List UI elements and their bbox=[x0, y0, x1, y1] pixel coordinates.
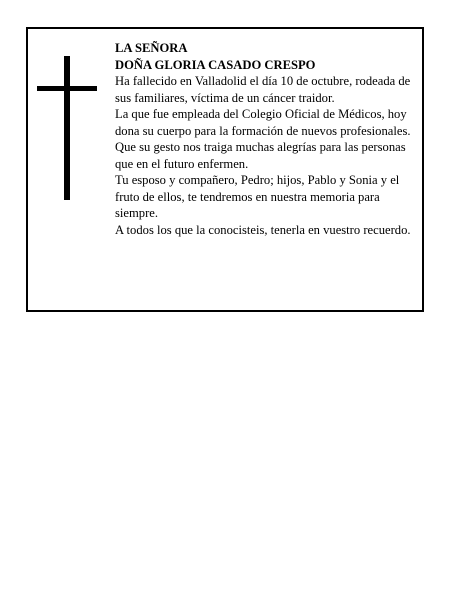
cross-horizontal-bar bbox=[37, 86, 97, 91]
notice-paragraph-farewell: A todos los que la conocisteis, tenerla en vuestro recuerdo. bbox=[115, 222, 411, 237]
notice-paragraph-donation: La que fue empleada del Colegio Oficial de Médicos, hoy dona su cuerpo para la formación de nuevos profesionales. Que su gesto nos traiga muchas alegrías para las personas que en el futuro enfermen. bbox=[115, 107, 411, 171]
cross-vertical-bar bbox=[64, 56, 70, 200]
notice-text bbox=[115, 40, 421, 238]
notice-paragraph-death: Ha fallecido en Valladolid el día 10 de octubre, rodeada de sus familiares, víctima de un cáncer traidor. bbox=[115, 74, 411, 105]
notice-heading-name: DOÑA GLORIA CASADO CRESPO bbox=[115, 57, 316, 72]
obituary-notice bbox=[26, 27, 424, 312]
cross-icon bbox=[37, 56, 97, 200]
notice-heading-title: LA SEÑORA bbox=[115, 41, 188, 55]
notice-paragraph-family: Tu esposo y compañero, Pedro; hijos, Pablo y Sonia y el fruto de ellos, te tendremos en nuestra memoria para siempre. bbox=[115, 173, 400, 220]
